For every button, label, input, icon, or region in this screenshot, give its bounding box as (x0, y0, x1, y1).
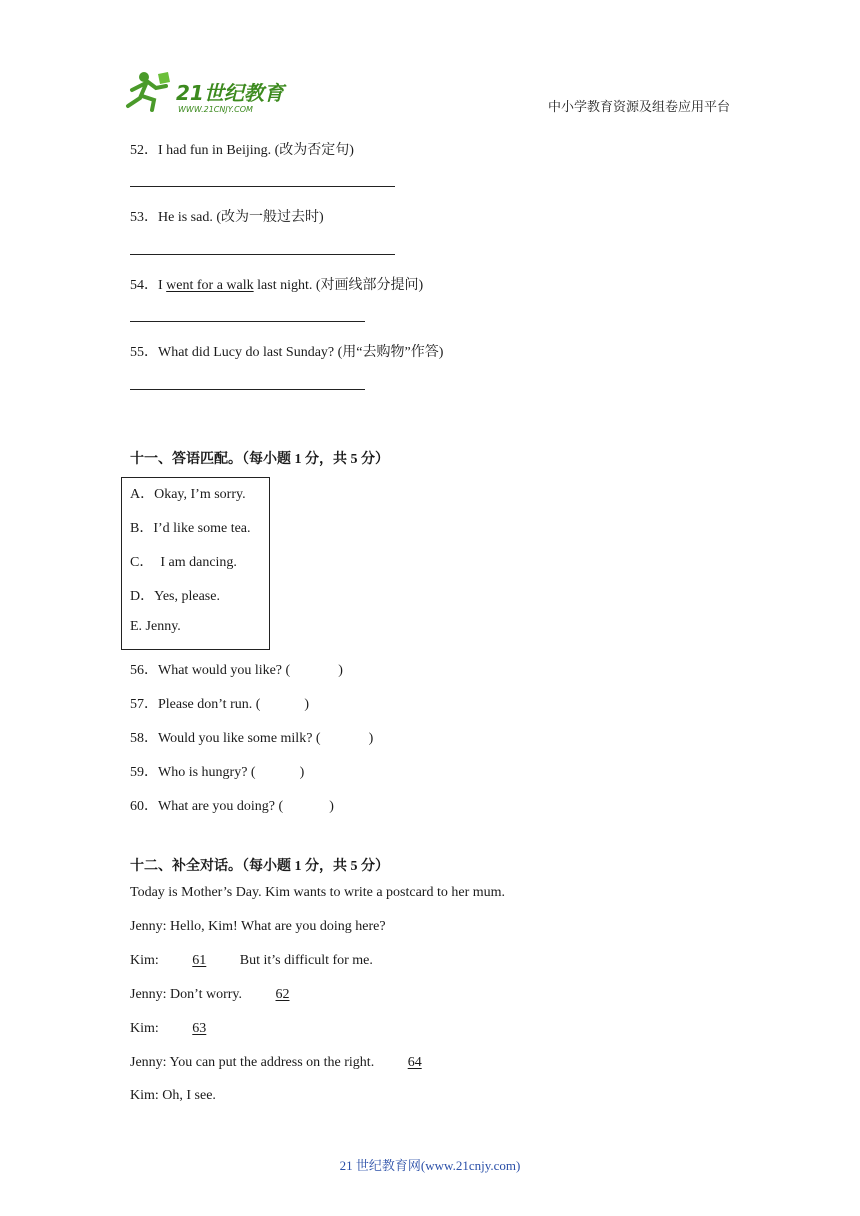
question-59: 59．Who is hungry? ( ) (130, 765, 305, 780)
option-b: B．I’d like some tea. (130, 521, 251, 536)
header-tagline: 中小学教育资源及组卷应用平台 (548, 99, 731, 114)
answer-line-54[interactable] (130, 321, 365, 322)
site-logo (122, 68, 292, 116)
question-53: 53．He is sad. (改为一般过去时) (130, 210, 324, 225)
blank-62[interactable]: 62 (275, 987, 290, 1002)
answer-line-53[interactable] (130, 254, 395, 255)
section-11-title: 十一、答语匹配。（每小题 1 分，共 5 分） (130, 452, 389, 467)
section-12-title: 十二、补全对话。（每小题 1 分，共 5 分） (130, 859, 389, 874)
dialogue-line-1: Jenny: Hello, Kim! What are you doing here? (130, 919, 386, 934)
underlined-phrase: went for a walk (166, 278, 254, 293)
option-d: D．Yes, please. (130, 589, 220, 604)
dialogue-intro: Today is Mother’s Day. Kim wants to write a postcard to her mum. (130, 885, 506, 900)
svg-text:WWW.21CNJY.COM: WWW.21CNJY.COM (178, 105, 253, 114)
question-58: 58．Would you like some milk? ( ) (130, 731, 374, 746)
blank-63[interactable]: 63 (192, 1021, 207, 1036)
svg-text:21世纪教育: 21世纪教育 (176, 81, 284, 105)
option-c: C． I am dancing. (130, 555, 237, 570)
question-56: 56．What would you like? ( ) (130, 663, 343, 678)
dialogue-line-3: Jenny: Don’t worry. 62 (130, 987, 320, 1003)
question-54: 54．I went for a walk last night. (对画线部分提问) (130, 278, 424, 293)
question-52: 52．I had fun in Beijing. (改为否定句) (130, 143, 354, 158)
answer-line-55[interactable] (130, 389, 365, 390)
dialogue-line-4: Kim: 63 (130, 1021, 236, 1037)
dialogue-line-6: Kim: Oh, I see. (130, 1088, 216, 1103)
footer-source: 21 世纪教育网(www.21cnjy.com) (339, 1158, 521, 1173)
option-e: E. Jenny. (130, 619, 181, 634)
runner-logo-icon (122, 68, 292, 116)
dialogue-line-5: Jenny: You can put the address on the right. 64 (130, 1055, 452, 1071)
question-60: 60．What are you doing? ( ) (130, 799, 334, 814)
blank-61[interactable]: 61 (192, 953, 207, 968)
option-a: A．Okay, I’m sorry. (130, 487, 246, 502)
blank-64[interactable]: 64 (407, 1055, 422, 1070)
question-57: 57．Please don’t run. ( ) (130, 697, 310, 712)
answer-line-52[interactable] (130, 186, 395, 187)
dialogue-line-2: Kim: 61 But it’s difficult for me. (130, 953, 373, 968)
question-55: 55．What did Lucy do last Sunday? (用“去购物”作答) (130, 345, 444, 360)
